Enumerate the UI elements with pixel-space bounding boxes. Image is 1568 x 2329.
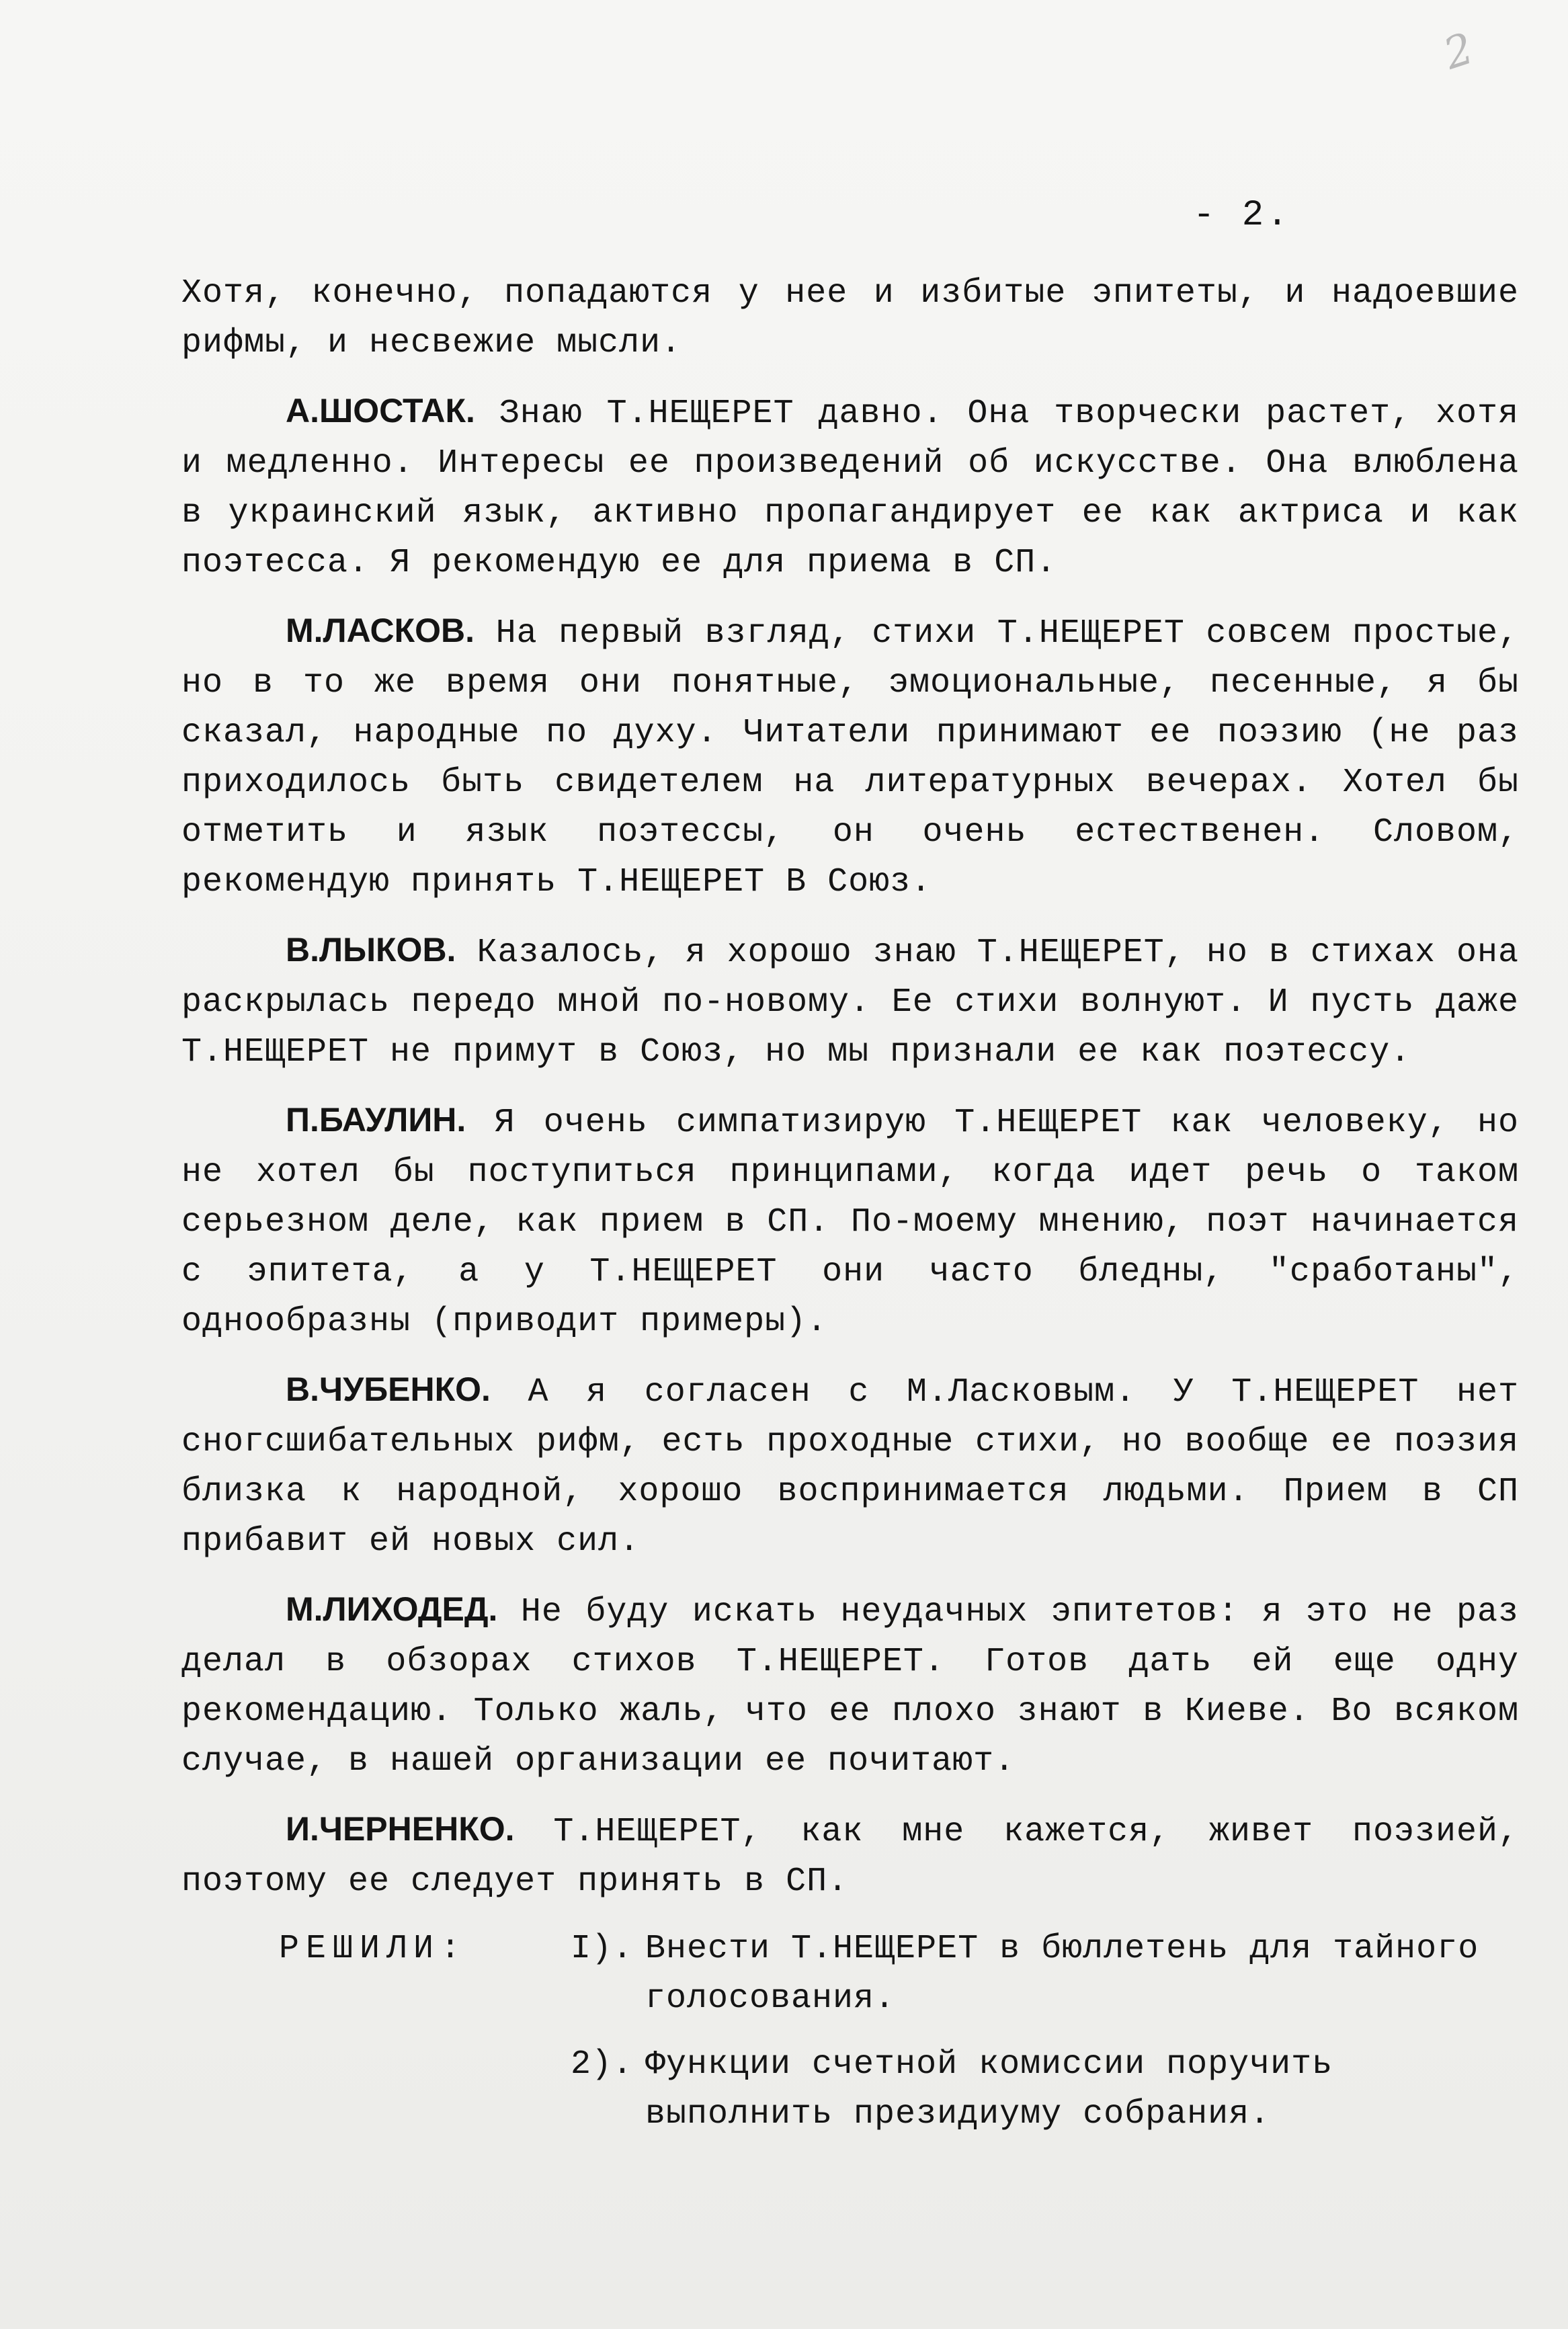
speech-paragraph	[181, 1364, 1519, 1567]
speech-paragraph	[181, 1095, 1519, 1347]
speech-text: Не буду искать неудачных эпитетов: я это не раз делал в обзорах стихов Т.НЕЩЕРЕТ. Готов дать ей еще одну рекомендацию. Только жаль, что ее плохо знают в Киеве. Во всяком случае, в нашей организации ее почитают.	[181, 1593, 1519, 1781]
decision-item	[181, 2040, 1519, 2139]
speaker-name: А.ШОСТАК.	[286, 392, 475, 430]
decision-item-text: Функции счетной комиссии поручить выполнить президиуму собрания.	[645, 2045, 1333, 2133]
decision-item-text: Внести Т.НЕЩЕРЕТ в бюллетень для тайного голосования.	[645, 1930, 1479, 2018]
decision-item-number: 2).	[570, 2045, 633, 2084]
speech-paragraph	[181, 1584, 1519, 1787]
decision-item	[181, 1924, 1519, 2024]
decision-item-number: I).	[570, 1930, 633, 1968]
speaker-name: И.ЧЕРНЕНКО.	[286, 1810, 515, 1848]
speech-text: Я очень симпатизирую Т.НЕЩЕРЕТ как человеку, но не хотел бы поступиться принципами, когда идет речь о таком серьезном деле, как прием в СП. По-моему мнению, поэт начинается с эпитета, а у Т.НЕЩЕРЕТ они часто бледны, "сработаны", однообразны (приводит примеры).	[181, 1104, 1519, 1341]
speech-paragraph	[181, 606, 1519, 907]
decision-label: РЕШИЛИ:	[279, 1930, 468, 1968]
speaker-name: П.БАУЛИН.	[286, 1101, 466, 1139]
speech-text: Знаю Т.НЕЩЕРЕТ давно. Она творчески растет, хотя и медленно. Интересы ее произведений об искусстве. Она влюблена в украинский язык, активно пропагандирует ее как актриса и как поэтесса. Я рекомендую ее для приема в СП.	[181, 395, 1519, 582]
speaker-name: М.ЛИХОДЕД.	[286, 1590, 498, 1628]
speaker-name: В.ЧУБЕНКО.	[286, 1371, 491, 1408]
page-number: - 2.	[1193, 195, 1291, 236]
speaker-name: В.ЛЫКОВ.	[286, 931, 456, 969]
speech-paragraph	[181, 925, 1519, 1077]
document-body	[181, 269, 1519, 2156]
speech-paragraph	[181, 386, 1519, 588]
speech-text: А я согласен с М.Ласковым. У Т.НЕЩЕРЕТ нет сногсшибательных рифм, есть проходные стихи, но вообще ее поэзия близка к народной, хорошо воспринимается людьми. Прием в СП прибавит ей новых сил.	[181, 1373, 1519, 1561]
speech-text: Казалось, я хорошо знаю Т.НЕЩЕРЕТ, но в стихах она раскрылась передо мной по-новому. Ее стихи волнуют. И пусть даже Т.НЕЩЕРЕТ не примут в Союз, но мы признали ее как поэтессу.	[181, 934, 1519, 1071]
intro-paragraph: Хотя, конечно, попадаются у нее и избитые эпитеты, и надоевшие рифмы, и несвежие мысли.	[181, 274, 1519, 362]
handwritten-page-mark: 2	[1438, 24, 1480, 80]
speaker-name: М.ЛАСКОВ.	[286, 612, 475, 649]
speech-paragraph	[181, 1804, 1519, 1907]
decision-block	[181, 1924, 1519, 2139]
speech-text: Т.НЕЩЕРЕТ, как мне кажется, живет поэзией, поэтому ее следует принять в СП.	[181, 1813, 1519, 1901]
speech-text: На первый взгляд, стихи Т.НЕЩЕРЕТ совсем простые, но в то же время они понятные, эмоциональные, песенные, я бы сказал, народные по духу. Читатели принимают ее поэзию (не раз приходилось быть свидетелем на литературных вечерах. Хотел бы отметить и язык поэтессы, он очень естественен. Словом, рекомендую принять Т.НЕЩЕРЕТ В Союз.	[181, 614, 1519, 901]
